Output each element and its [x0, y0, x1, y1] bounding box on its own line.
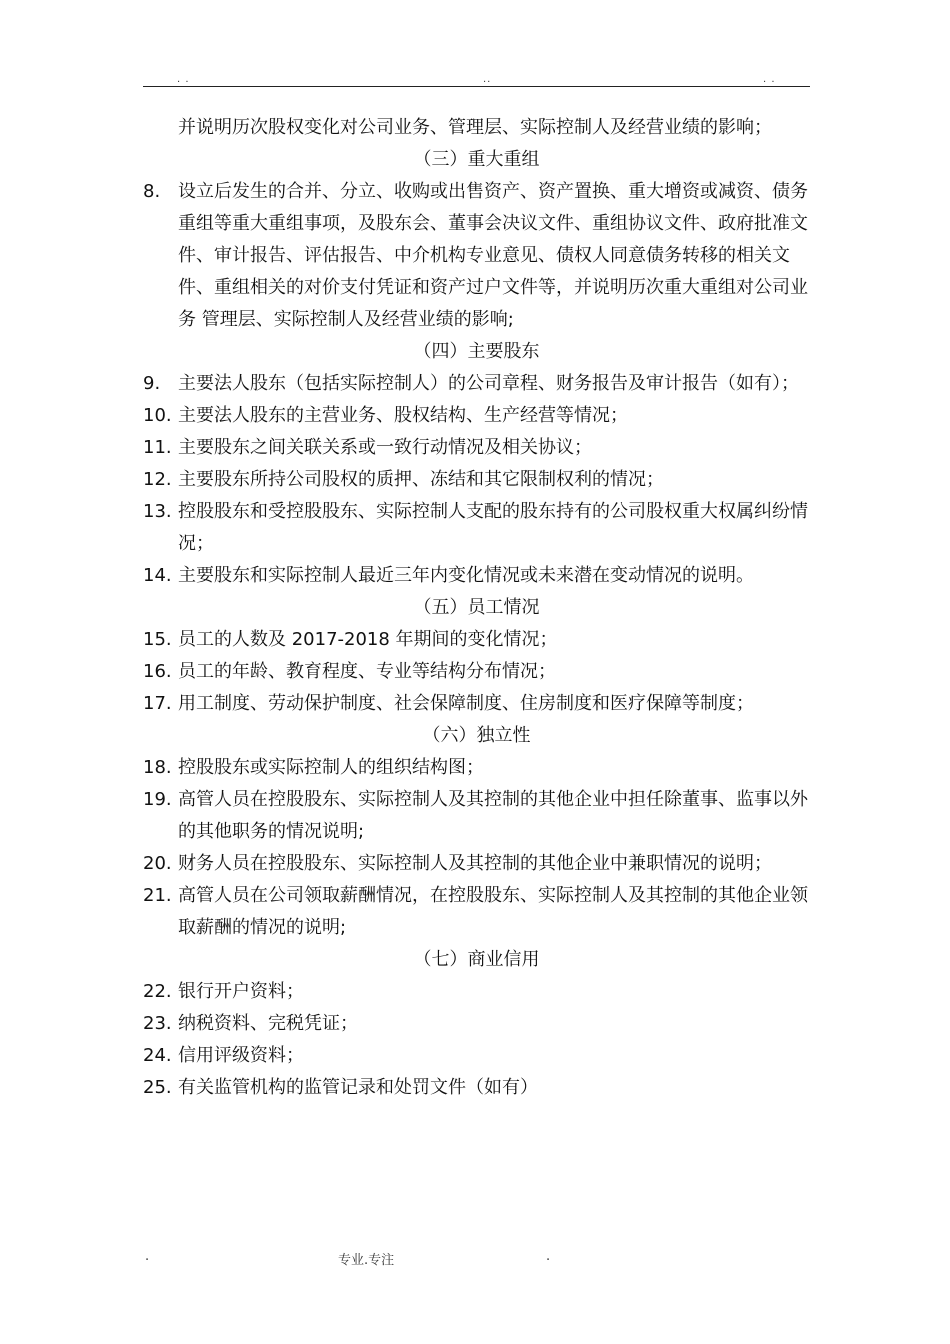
list-item	[143, 368, 810, 400]
section-heading: （四）主要股东	[413, 341, 540, 362]
list-item-text: 主要法人股东（包括实际控制人）的公司章程、财务报告及审计报告（如有）；	[178, 373, 799, 394]
list-item-number: 19.	[143, 789, 172, 810]
list-item	[143, 1040, 810, 1072]
list-item-text: 高管人员在控股股东、实际控制人及其控制的其他企业中担任除董事、监事以外的其他职务的情况说明;	[178, 789, 808, 842]
list-item-number: 9.	[143, 373, 161, 394]
section-heading: （七）商业信用	[413, 949, 540, 970]
list-item-number: 18.	[143, 757, 172, 778]
footer-left-dot: .	[145, 1249, 150, 1264]
header-center-dots: ..	[483, 74, 492, 85]
list-item-number: 22.	[143, 981, 172, 1002]
list-item	[143, 688, 810, 720]
list-item	[143, 496, 810, 560]
list-item-number: 21.	[143, 885, 172, 906]
list-item-text: 员工的人数及 2017-2018 年期间的变化情况；	[178, 629, 558, 650]
section-heading: （五）员工情况	[413, 597, 540, 618]
continuation-text: 并说明历次股权变化对公司业务、管理层、实际控制人及经营业绩的影响；	[178, 117, 772, 138]
list-item	[143, 560, 810, 592]
list-item	[143, 1072, 810, 1104]
list-item	[143, 848, 810, 880]
section-heading: （六）独立性	[422, 725, 531, 746]
list-item-number: 10.	[143, 405, 172, 426]
list-item-text: 用工制度、劳动保护制度、社会保障制度、住房制度和医疗保障等制度；	[178, 693, 754, 714]
list-item	[143, 752, 810, 784]
section-heading: （三）重大重组	[413, 149, 540, 170]
document-body	[143, 112, 810, 1104]
list-item-number: 17.	[143, 693, 172, 714]
list-item-text: 控股股东和受控股股东、实际控制人支配的股东持有的公司股权重大权属纠纷情况；	[178, 501, 808, 554]
footer-right-dot: .	[546, 1249, 551, 1264]
list-item-text: 主要股东所持公司股权的质押、冻结和其它限制权利的情况；	[178, 469, 664, 490]
list-item-number: 24.	[143, 1045, 172, 1066]
header-left-dots: . .	[177, 74, 190, 85]
list-item	[143, 1008, 810, 1040]
list-item	[143, 464, 810, 496]
list-item	[143, 656, 810, 688]
list-item-number: 15.	[143, 629, 172, 650]
list-item-text: 纳税资料、完税凭证；	[178, 1013, 358, 1034]
list-item-text: 有关监管机构的监管记录和处罚文件（如有）	[178, 1077, 538, 1098]
header-right-dots: . .	[763, 74, 776, 85]
list-item-number: 16.	[143, 661, 172, 682]
list-item	[143, 432, 810, 464]
list-item-text: 银行开户资料；	[178, 981, 304, 1002]
list-item	[143, 624, 810, 656]
list-item-text: 主要股东和实际控制人最近三年内变化情况或未来潜在变动情况的说明。	[178, 565, 754, 586]
list-item-number: 20.	[143, 853, 172, 874]
list-item-number: 11.	[143, 437, 172, 458]
list-item-text: 员工的年龄、教育程度、专业等结构分布情况；	[178, 661, 556, 682]
list-item-number: 12.	[143, 469, 172, 490]
header-rule	[143, 86, 810, 87]
list-item-number: 23.	[143, 1013, 172, 1034]
list-item-text: 信用评级资料；	[178, 1045, 304, 1066]
list-item	[143, 976, 810, 1008]
list-item-text: 高管人员在公司领取薪酬情况，在控股股东、实际控制人及其控制的其他企业领取薪酬的情况的说明;	[178, 885, 808, 938]
footer-center-text: 专业.专注	[338, 1253, 395, 1268]
list-item-number: 14.	[143, 565, 172, 586]
list-item-text: 控股股东或实际控制人的组织结构图；	[178, 757, 484, 778]
list-item	[143, 400, 810, 432]
list-item	[143, 176, 810, 336]
list-item	[143, 784, 810, 848]
list-item-number: 25.	[143, 1077, 172, 1098]
list-item-text: 财务人员在控股股东、实际控制人及其控制的其他企业中兼职情况的说明；	[178, 853, 772, 874]
list-item	[143, 880, 810, 944]
list-item-text: 设立后发生的合并、分立、收购或出售资产、资产置换、重大增资或减资、债务重组等重大重组事项，及股东会、董事会决议文件、重组协议文件、政府批准文件、审计报告、评估报告、中介机构专业意见、债权人同意债务转移的相关文件、重组相关的对价支付凭证和资产过户文件等，并说明历次重大重组对公司业务 管理层、实际控制人及经营业绩的影响;	[178, 181, 808, 330]
list-item-text: 主要股东之间关联关系或一致行动情况及相关协议；	[178, 437, 592, 458]
page-header	[143, 0, 810, 90]
list-item-number: 8.	[143, 181, 161, 202]
list-item-number: 13.	[143, 501, 172, 522]
list-item-text: 主要法人股东的主营业务、股权结构、生产经营等情况；	[178, 405, 628, 426]
